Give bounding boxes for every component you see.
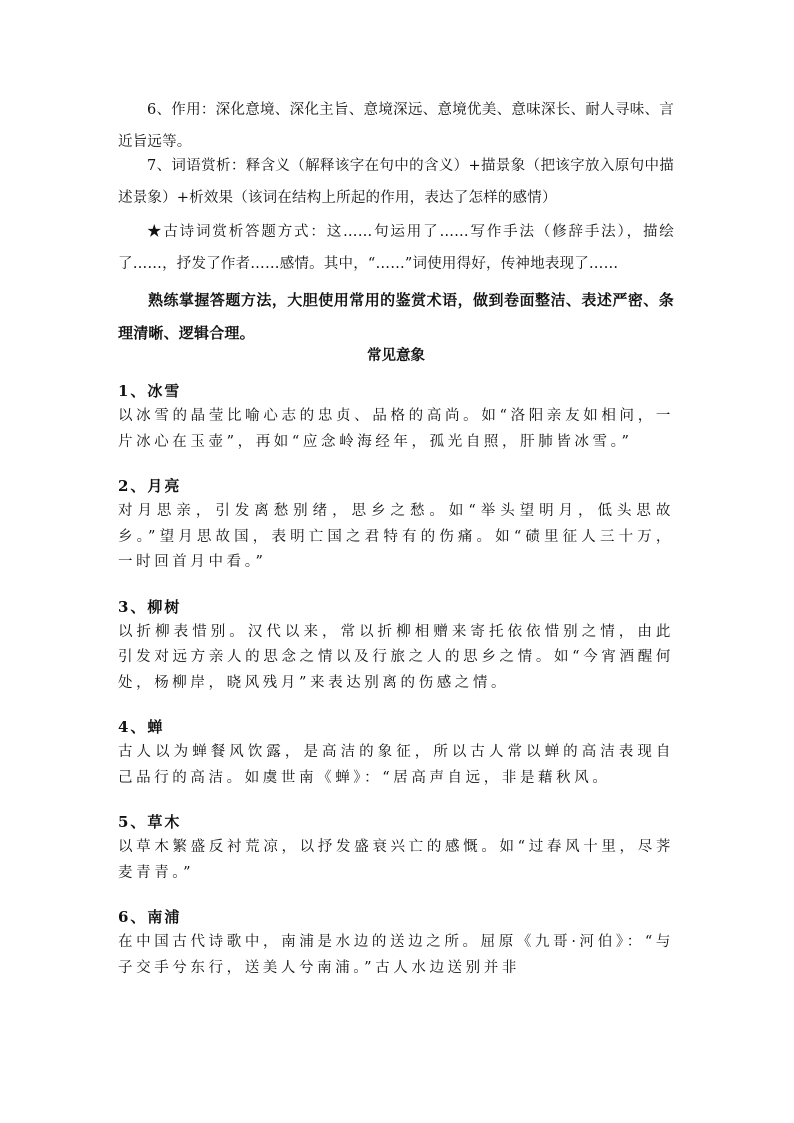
- imagery-heading: 5、草木: [118, 813, 182, 831]
- imagery-heading: 2、月亮: [118, 477, 182, 495]
- imagery-description: 对月思亲，引发离愁别绪，思乡之愁。如“举头望明月，低头思故乡。”望月思故国，表明亡国之君特有的伤痛。如“碛里征人三十万，一时回首月中看。”: [118, 503, 674, 570]
- imagery-item-nanpu: [118, 904, 674, 981]
- imagery-item-moon: [118, 473, 674, 576]
- paragraph-word-appreciation: 7、词语赏析：释含义（解释该字在句中的含义）+描景象（把该字放入原句中描述景象）+析效果（该词在结构上所起的作用，表达了怎样的感情）: [118, 158, 674, 206]
- imagery-description: 以草木繁盛反衬荒凉，以抒发盛衰兴亡的感慨。如“过春风十里，尽荠麦青青。”: [118, 839, 674, 881]
- imagery-heading: 3、柳树: [118, 597, 182, 616]
- imagery-item-grass-trees: [118, 809, 674, 886]
- imagery-description: 古人以为蝉餐风饮露，是高洁的象征，所以古人常以蝉的高洁表现自己品行的高洁。如虞世南《蝉》：“居高声自远，非是藉秋风。: [118, 744, 674, 786]
- imagery-item-willow: [118, 594, 674, 697]
- imagery-list: [118, 378, 674, 999]
- imagery-item-cicada: [118, 714, 674, 791]
- imagery-description: 以折柳表惜别。汉代以来，常以折柳相赠来寄托依依惜别之情，由此引发对远方亲人的思念之情以及行旅之人的思乡之情。如“今宵酒醒何处，杨柳岸，晓风残月”来表达别离的伤感之情。: [118, 623, 674, 691]
- imagery-description: 在中国古代诗歌中，南浦是水边的送边之所。屈原《九哥·河伯》：“与子交手兮东行，送美人兮南浦。”古人水边送别并非: [118, 934, 674, 976]
- paragraph-bold-advice: 熟练掌握答题方法，大胆使用常用的鉴赏术语，做到卷面整洁、表述严密、条理清晰、逻辑合理。: [118, 291, 674, 342]
- paragraph-effect-terms: 6、作用：深化意境、深化主旨、意境深远、意境优美、意味深长、耐人寻味、言近旨远等。: [118, 102, 674, 150]
- paragraph-answer-template: ★古诗词赏析答题方式：这……句运用了……写作手法（修辞手法），描绘了……，抒发了作者……感情。其中，“……”词使用得好，传神地表现了……: [118, 224, 674, 272]
- imagery-heading: 6、南浦: [118, 908, 182, 926]
- imagery-heading: 4、蝉: [118, 718, 165, 736]
- section-title: 常见意象: [367, 347, 425, 364]
- imagery-description: 以冰雪的晶莹比喻心志的忠贞、品格的高尚。如“洛阳亲友如相问，一片冰心在玉壶”，再如“应念岭海经年，孤光自照，肝肺皆冰雪。”: [118, 408, 674, 450]
- imagery-item-ice-snow: [118, 378, 674, 455]
- imagery-heading: 1、冰雪: [118, 382, 182, 400]
